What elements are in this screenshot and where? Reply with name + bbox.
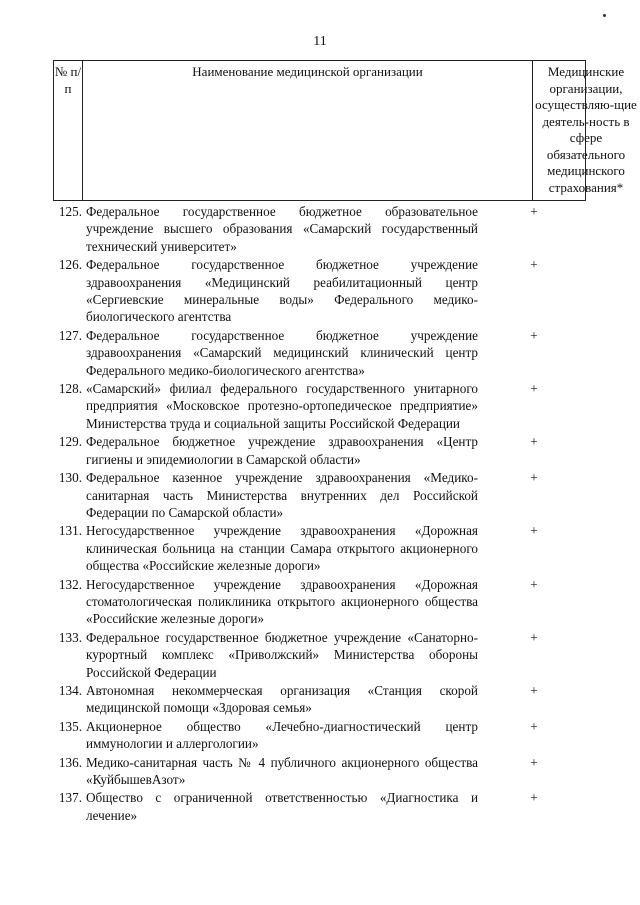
- header-insurance: [533, 61, 637, 200]
- row-organization-name: «Самарский» филиал федерального государственного унитарного предприятия «Московское протезно-ортопедическое предприятие» Министерства труда и социальной защиты Российской Федерации: [86, 381, 478, 431]
- row-organization-name: Автономная некоммерческая организация «Станция скорой медицинской помощи «Здоровая семья»: [86, 682, 478, 716]
- row-insurance-mark: +: [530, 790, 538, 806]
- table-row: [0, 576, 640, 628]
- row-organization-name: Федеральное государственное бюджетное учреждение «Санаторно-курортный комплекс «Приволжский» Министерства обороны Российской Федерации: [86, 629, 478, 680]
- row-number: 126.: [58, 257, 82, 273]
- row-insurance-mark: +: [530, 204, 538, 219]
- row-insurance-mark: +: [530, 754, 538, 770]
- row-number: 128.: [58, 381, 82, 397]
- table-row: [0, 682, 640, 717]
- table-row: [0, 522, 640, 574]
- table-row: [0, 789, 640, 824]
- row-number: 131.: [58, 523, 82, 539]
- row-organization-name: Общество с ограниченной ответственностью «Диагностика и лечение»: [86, 790, 478, 823]
- row-number: 135.: [58, 718, 82, 734]
- row-number: 133.: [58, 629, 82, 645]
- table-header: [53, 60, 637, 201]
- row-organization-name: Негосударственное учреждение здравоохранения «Дорожная клиническая больница на станции Самара открытого акционерного общества «Российские железные дороги»: [86, 523, 478, 574]
- row-organization-name: Федеральное государственное бюджетное образовательное учреждение высшего образования «Самарский государственный технический университет»: [86, 204, 478, 254]
- header-insurance-text: Медицинские организации, осуществляю-щие деятель-ность в сфере обязательного медицинского страхования*: [535, 64, 637, 195]
- row-organization-name: Федеральное государственное бюджетное учреждение здравоохранения «Медицинский реабилитационный центр «Сергиевские минеральные воды» Федерального медико-биологического агентства: [86, 257, 478, 325]
- row-insurance-mark: +: [530, 682, 538, 698]
- row-number: 130.: [58, 470, 82, 486]
- row-insurance-mark: +: [530, 381, 538, 397]
- row-insurance-mark: +: [530, 523, 538, 539]
- table-row: [0, 718, 640, 753]
- row-organization-name: Негосударственное учреждение здравоохранения «Дорожная стоматологическая поликлиника открытого акционерного общества «Российские железные дороги»: [86, 576, 478, 627]
- header-organization-name: Наименование медицинской организации: [83, 61, 533, 200]
- table-row: [0, 629, 640, 681]
- page-number: 11: [313, 34, 327, 49]
- row-number: 132.: [58, 576, 82, 592]
- table-row: [0, 327, 640, 379]
- row-organization-name: Акционерное общество «Лечебно-диагностический центр иммунологии и аллергологии»: [86, 718, 478, 752]
- table-row: [0, 433, 640, 468]
- scan-dot: [603, 14, 606, 17]
- row-number: 125.: [58, 204, 82, 219]
- row-number: 129.: [58, 434, 82, 450]
- row-insurance-mark: +: [530, 629, 538, 645]
- table-row: [0, 380, 640, 432]
- table-row: [0, 754, 640, 789]
- row-organization-name: Федеральное казенное учреждение здравоохранения «Медико-санитарная часть Министерства внутренних дел Российской Федерации по Самарской области»: [86, 470, 478, 520]
- row-insurance-mark: +: [530, 718, 538, 734]
- row-organization-name: Медико-санитарная часть № 4 публичного акционерного общества «КуйбышевАзот»: [86, 754, 478, 787]
- row-number: 127.: [58, 327, 82, 343]
- row-insurance-mark: +: [530, 257, 538, 273]
- table-row: [0, 203, 640, 255]
- table-row: [0, 469, 640, 521]
- row-organization-name: Федеральное государственное бюджетное учреждение здравоохранения «Самарский медицинский клинический центр Федерального медико-биологического агентства»: [86, 327, 478, 378]
- table-row: [0, 256, 640, 326]
- header-number: № п/п: [54, 61, 83, 200]
- row-insurance-mark: +: [530, 576, 538, 592]
- row-number: 137.: [58, 790, 82, 806]
- row-insurance-mark: +: [530, 470, 538, 486]
- table-body: [0, 203, 640, 825]
- row-insurance-mark: +: [530, 434, 538, 450]
- row-insurance-mark: +: [530, 327, 538, 343]
- row-organization-name: Федеральное бюджетное учреждение здравоохранения «Центр гигиены и эпидемиологии в Самарской области»: [86, 434, 478, 467]
- row-number: 134.: [58, 682, 82, 698]
- row-number: 136.: [58, 754, 82, 770]
